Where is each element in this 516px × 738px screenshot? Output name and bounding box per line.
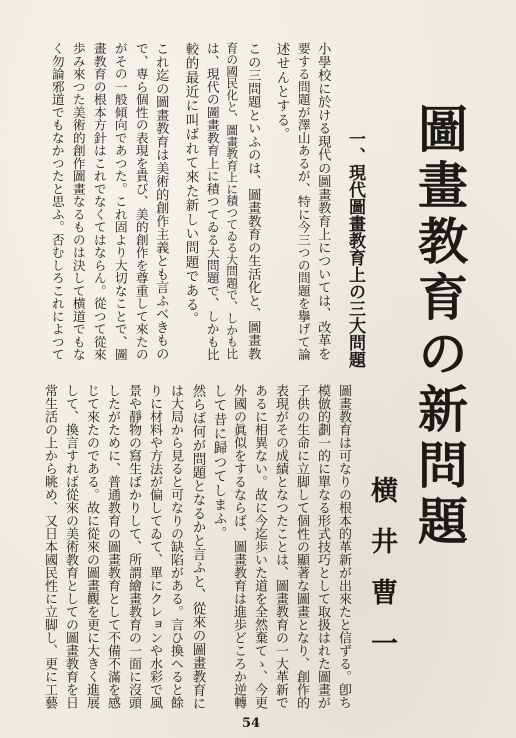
upper-text-column: 述せんとする。 <box>273 42 290 142</box>
upper-text-column: 要する問題が澤山あるが、特に今三つの問題を擧げて論 <box>294 42 310 361</box>
lower-text-column: 表現がその成績となつたことは、圖畫教育の一大革新で <box>273 384 288 709</box>
upper-text-column: 小學校に於ける現代の圖畫教育上については、改革を <box>315 42 331 360</box>
upper-text-column: 較的最近に叫ばれて來た新しい問題である。 <box>182 42 199 326</box>
lower-text-column: は大局から見ると可なりの缺陷がある。言ひ換へると餘 <box>168 384 183 709</box>
article-title: 圖畫教育の新問題 <box>410 103 469 551</box>
upper-text-column: 育の國民化と、圖畫教育上に積つてゐる大問題で、しかも比 <box>224 42 239 360</box>
lower-text-column: じて來たのである。故に從來の圖畫觀を更に大きく進展 <box>84 384 99 709</box>
lower-text-column: りに材料や方法が偏してゐて、單にクレョンや水彩で風 <box>147 384 162 709</box>
article-title-block <box>410 103 474 583</box>
author-name: 横井曹一 <box>366 476 397 680</box>
lower-text-column: 景や靜物の寫生ばかりして、所謂繪畫教育の一面に沒頭 <box>126 384 141 709</box>
lower-text-column: して、換言すれば從來の美術教育としての圖畫教育を日 <box>63 384 78 709</box>
lower-text-column: 常生活の上から眺め、又日本國民性に立脚し、更に工藝 <box>42 384 57 709</box>
upper-text-column: がその一般傾向であつた。これ固より大切なことで、圖 <box>111 42 127 361</box>
lower-text-column: 外國の眞似をするならば、圖畫教育は進歩どころか逆轉 <box>231 384 246 709</box>
upper-text-column: で、専ら個性の表現を貴び、美的創作を尊重して來たの <box>132 42 148 361</box>
upper-text-column: は、現代の圖畫教育上に積つてゐる大問題で、しかも比 <box>203 42 219 361</box>
upper-text-column: 歩み來つた美術的創作圖畫なるものは決して横道でもな <box>69 42 85 361</box>
lower-text-column: 子供の生命に立脚して個性の顯著な圖畫となり、創作的 <box>294 384 309 709</box>
lower-text-column: 然らば何が問題となるかと言ふと、從來の圖畫教育に <box>189 384 206 711</box>
lower-text-column: したがために、普通教育の圖畫教育として不備不滿を感 <box>105 384 120 709</box>
upper-text-column: 畫教育の根本方針はこれでなくてはならん。從つて從來 <box>90 42 106 361</box>
upper-text-column: これ迄の圖畫教育は美術的創作主義とも言ふべきもの <box>153 42 169 360</box>
lower-text-column: 圖畫教育は可なりの根本的革新が出來たと信ずる。卽ち <box>336 384 351 709</box>
page-number: 54 <box>242 716 261 731</box>
lower-text-column: 模倣的劃一的に單なる形式技巧として取扱はれた圖畫が <box>315 384 330 709</box>
lower-text-column: あるに相異ない。故に今迄歩いた道を全然棄てゝ、今更 <box>252 384 267 709</box>
upper-text-column: く勿論邪道でもなかつたと思ふ。否むしろこれによつて <box>48 42 64 361</box>
section-heading: 一、現代圖畫教育上の三大問題 <box>345 130 365 368</box>
upper-text-column: この三問題といふのは、圖畫教育の生活化と、圖畫教 <box>245 42 261 360</box>
lower-text-column: して昔に歸つてしまふ。 <box>210 384 227 541</box>
